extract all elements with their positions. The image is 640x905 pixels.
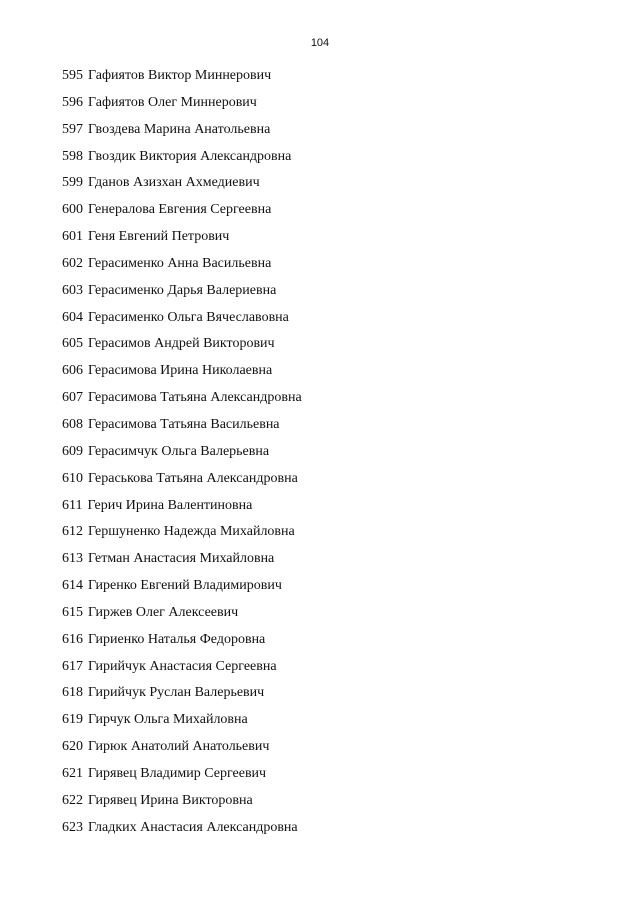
entry-name: Герич Ирина Валентиновна <box>87 497 253 513</box>
entry-number: 611 <box>62 497 83 513</box>
entry-number: 613 <box>62 551 83 567</box>
entry-number: 614 <box>62 578 83 594</box>
list-item <box>62 497 302 524</box>
list-item <box>62 174 302 201</box>
entry-name: Гирийчук Руслан Валерьевич <box>88 685 265 701</box>
list-item <box>62 362 302 389</box>
list-item <box>62 523 302 550</box>
entry-name: Гирявец Ирина Викторовна <box>88 792 253 808</box>
entry-name: Гданов Азизхан Ахмедиевич <box>88 175 260 191</box>
entry-name: Гафиятов Олег Миннерович <box>88 94 257 110</box>
entry-name: Гирийчук Анастасия Сергеевна <box>88 658 277 674</box>
list-item <box>62 416 302 443</box>
entry-number: 609 <box>62 443 83 459</box>
entry-number: 600 <box>62 202 83 218</box>
entry-number: 623 <box>62 819 83 835</box>
entry-name: Гераськова Татьяна Александровна <box>88 470 298 486</box>
entry-number: 598 <box>62 148 83 164</box>
entry-name: Гирюк Анатолий Анатольевич <box>88 739 270 755</box>
entry-name: Гирчук Ольга Михайловна <box>88 712 248 728</box>
entry-name: Герасимов Андрей Викторович <box>88 336 275 352</box>
entry-name: Гетман Анастасия Михайловна <box>88 551 275 567</box>
entry-number: 618 <box>62 685 83 701</box>
entry-name: Гершуненко Надежда Михайловна <box>88 524 295 540</box>
entry-name: Гвоздева Марина Анатольевна <box>88 121 271 137</box>
entry-number: 620 <box>62 739 83 755</box>
entry-name: Герасимова Татьяна Александровна <box>88 390 302 406</box>
entry-number: 607 <box>62 390 83 406</box>
list-item <box>62 443 302 470</box>
list-item <box>62 282 302 309</box>
entry-number: 610 <box>62 470 83 486</box>
list-item <box>62 228 302 255</box>
entry-name: Гладких Анастасия Александровна <box>88 819 298 835</box>
entry-name: Герасимова Ирина Николаевна <box>88 363 273 379</box>
entry-name: Гирявец Владимир Сергеевич <box>88 765 267 781</box>
list-item <box>62 658 302 685</box>
entry-number: 622 <box>62 792 83 808</box>
entry-number: 597 <box>62 121 83 137</box>
list-item <box>62 684 302 711</box>
list-item <box>62 67 302 94</box>
entry-number: 621 <box>62 765 83 781</box>
entry-name: Гафиятов Виктор Миннерович <box>88 68 272 83</box>
list-item <box>62 201 302 228</box>
list-item <box>62 255 302 282</box>
entry-name: Герасименко Дарья Валериевна <box>88 282 277 298</box>
entry-number: 596 <box>62 94 83 110</box>
entry-name: Гиренко Евгений Владимирович <box>88 578 282 594</box>
entry-number: 616 <box>62 631 83 647</box>
entry-number: 605 <box>62 336 83 352</box>
entry-number: 619 <box>62 712 83 728</box>
name-list <box>62 67 302 845</box>
entry-number: 617 <box>62 658 83 674</box>
list-item <box>62 389 302 416</box>
list-item <box>62 309 302 336</box>
entry-name: Геня Евгений Петрович <box>88 229 230 245</box>
list-item <box>62 94 302 121</box>
entry-name: Герасимчук Ольга Валерьевна <box>88 443 270 459</box>
list-item <box>62 765 302 792</box>
entry-name: Гиржев Олег Алексеевич <box>88 604 239 620</box>
entry-number: 608 <box>62 416 83 432</box>
entry-number: 602 <box>62 255 83 271</box>
entry-number: 604 <box>62 309 83 325</box>
entry-number: 595 <box>62 68 83 83</box>
entry-name: Гириенко Наталья Федоровна <box>88 631 266 647</box>
entry-number: 603 <box>62 282 83 298</box>
entry-name: Герасименко Анна Васильевна <box>88 255 272 271</box>
entry-number: 599 <box>62 175 83 191</box>
entry-name: Герасименко Ольга Вячеславовна <box>88 309 289 325</box>
list-item <box>62 631 302 658</box>
list-item <box>62 335 302 362</box>
list-item <box>62 550 302 577</box>
list-item <box>62 148 302 175</box>
list-item <box>62 121 302 148</box>
list-item <box>62 792 302 819</box>
page-number: 104 <box>310 37 330 49</box>
list-item <box>62 604 302 631</box>
entry-number: 601 <box>62 229 83 245</box>
entry-number: 606 <box>62 363 83 379</box>
entry-name: Генералова Евгения Сергеевна <box>88 202 272 218</box>
entry-name: Гвоздик Виктория Александровна <box>88 148 292 164</box>
entry-number: 615 <box>62 604 83 620</box>
list-item <box>62 711 302 738</box>
entry-number: 612 <box>62 524 83 540</box>
list-item <box>62 577 302 604</box>
list-item <box>62 819 302 846</box>
entry-name: Герасимова Татьяна Васильевна <box>88 416 280 432</box>
list-item <box>62 738 302 765</box>
list-item <box>62 470 302 497</box>
